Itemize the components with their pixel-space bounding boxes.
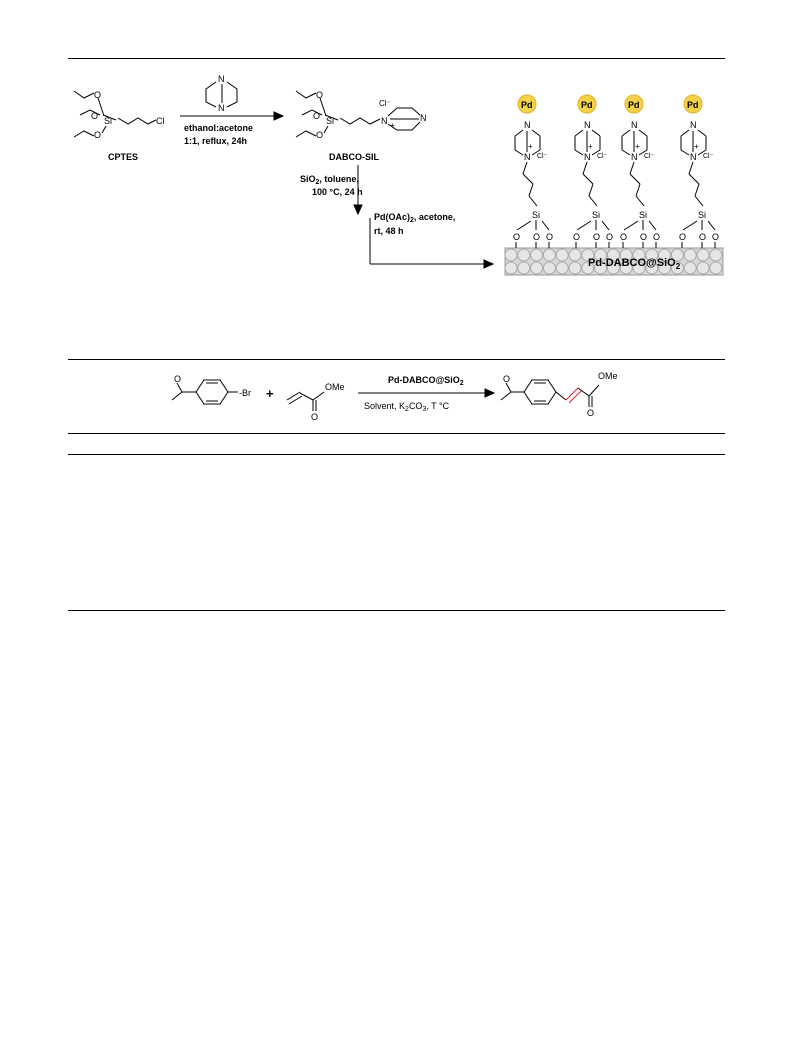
bond — [689, 162, 693, 174]
silica-particle — [684, 249, 696, 261]
bond — [515, 150, 523, 155]
bond — [622, 130, 630, 136]
o-atom: O — [620, 232, 628, 242]
product-ester-o: O — [587, 408, 595, 418]
silica-particle — [531, 249, 543, 261]
arrow-step1 — [180, 112, 283, 146]
dabco-n-top: N — [690, 120, 697, 130]
cptes-si: Si — [104, 116, 113, 126]
bond — [624, 221, 638, 230]
bond — [681, 150, 689, 155]
dabco-n-plus: N — [584, 152, 591, 162]
arrow-heck — [358, 375, 494, 413]
product-ketone-o: O — [503, 374, 511, 384]
counterion: Cl⁻ — [703, 153, 714, 160]
si-atom: Si — [532, 210, 541, 220]
bond — [589, 196, 597, 206]
silica-particle — [697, 262, 709, 274]
silica-particle — [569, 249, 581, 261]
bond — [630, 162, 634, 174]
conditions-label: Solvent, $K_2CO_3$, T °C — [364, 401, 450, 413]
pd-label: Pd — [687, 100, 699, 110]
product-label: Pd-DABCO@SiO$_2$ — [588, 257, 681, 271]
bond — [575, 150, 583, 155]
bond — [683, 221, 697, 230]
counterion: Cl⁻ — [537, 153, 548, 160]
sil-n: N — [420, 113, 427, 123]
dabco-n-top: N — [631, 120, 638, 130]
o-atom: O — [679, 232, 687, 242]
silica-particle — [543, 262, 555, 274]
silica-particle — [569, 262, 581, 274]
bond — [592, 130, 600, 136]
bond — [523, 174, 533, 184]
arrow-step2 — [300, 165, 363, 214]
o-atom: O — [533, 232, 541, 242]
bond — [639, 130, 647, 136]
charge: + — [694, 142, 699, 151]
silica-particle — [543, 249, 555, 261]
bond — [649, 221, 656, 230]
scheme2-diagram — [0, 359, 793, 434]
bond — [636, 184, 640, 196]
step3-conditions-line1: $Pd(OAc)_2$, acetone, — [374, 212, 456, 224]
counterion: Cl⁻ — [597, 153, 608, 160]
bond — [689, 174, 699, 184]
rule-table-header — [68, 454, 725, 455]
bond — [577, 221, 591, 230]
silica-particle — [697, 249, 709, 261]
dabco-n-bottom: N — [218, 103, 225, 113]
dabco-n-plus: N — [524, 152, 531, 162]
acrylate-o: O — [311, 412, 319, 422]
silica-particle — [710, 249, 722, 261]
rule-table-bottom — [68, 610, 725, 611]
bond — [622, 150, 630, 155]
pd-label: Pd — [581, 100, 593, 110]
o-atom: O — [546, 232, 554, 242]
bond — [695, 184, 699, 196]
bond — [517, 221, 531, 230]
bond — [583, 174, 593, 184]
grafted-chains — [513, 95, 719, 248]
o-atom: O — [699, 232, 707, 242]
pd-label: Pd — [628, 100, 640, 110]
silica-particle — [684, 262, 696, 274]
bond — [589, 184, 593, 196]
rule-table-top — [68, 433, 725, 434]
bond — [523, 162, 527, 174]
sil-si: Si — [326, 116, 335, 126]
bond — [630, 174, 640, 184]
o-atom: O — [640, 232, 648, 242]
bond — [681, 130, 689, 136]
cptes-label: CPTES — [108, 152, 139, 162]
bond — [529, 184, 533, 196]
bond — [515, 130, 523, 136]
sil-n-plus: N — [381, 116, 388, 126]
step2-conditions-line1: SiO$_2$, toluene, — [300, 174, 359, 186]
cptes-structure — [74, 90, 165, 162]
charge: + — [588, 142, 593, 151]
bond — [602, 221, 609, 230]
silica-particle — [518, 262, 530, 274]
acrylate-ome: OMe — [325, 382, 345, 392]
si-atom: Si — [592, 210, 601, 220]
dabco-reagent — [206, 74, 237, 113]
o-atom: O — [573, 232, 581, 242]
silica-particle — [518, 249, 530, 261]
scheme1-diagram — [0, 58, 793, 358]
step3-conditions-line2: rt, 48 h — [374, 226, 404, 236]
sil-o1: O — [316, 90, 324, 100]
dabco-sil-label: DABCO-SIL — [329, 152, 379, 162]
bromo-label: -Br — [239, 388, 251, 398]
grafted-unit — [513, 95, 553, 248]
catalyst-label: Pd-DABCO@SiO$_2$ — [388, 375, 464, 387]
dabco-sil-structure — [296, 90, 427, 162]
pd-label: Pd — [521, 100, 533, 110]
cinnamate-product-structure — [501, 371, 618, 418]
sil-o2: O — [313, 111, 321, 121]
dabco-n-top: N — [524, 120, 531, 130]
bond — [636, 196, 644, 206]
methyl-acrylate-structure — [287, 382, 345, 422]
dabco-n-top: N — [218, 74, 225, 84]
cptes-o3: O — [94, 130, 102, 140]
bromoacetophenone-structure — [172, 374, 251, 404]
grafted-unit — [620, 95, 660, 248]
o-atom: O — [513, 232, 521, 242]
bond — [698, 130, 706, 136]
si-atom: Si — [698, 210, 707, 220]
dabco-n-plus: N — [631, 152, 638, 162]
o-atom: O — [653, 232, 661, 242]
bond — [695, 196, 703, 206]
sil-o3: O — [316, 130, 324, 140]
bond — [583, 162, 587, 174]
si-atom: Si — [639, 210, 648, 220]
plus-sign: + — [266, 386, 274, 401]
grafted-unit — [573, 95, 613, 248]
dabco-n-top: N — [584, 120, 591, 130]
silica-particle — [505, 262, 517, 274]
o-atom: O — [606, 232, 614, 242]
sil-charge: + — [390, 121, 395, 130]
silica-particle — [505, 249, 517, 261]
ketone-o: O — [174, 374, 182, 384]
dabco-n-plus: N — [690, 152, 697, 162]
silica-particle — [556, 262, 568, 274]
product-ome: OMe — [598, 371, 618, 381]
charge: + — [528, 142, 533, 151]
step2-conditions-line2: 100 °C, 24 h — [312, 187, 363, 197]
silica-particle — [531, 262, 543, 274]
charge: + — [635, 142, 640, 151]
bond — [532, 130, 540, 136]
cptes-o2: O — [91, 111, 99, 121]
cptes-o1: O — [94, 90, 102, 100]
bond — [575, 130, 583, 136]
o-atom: O — [593, 232, 601, 242]
sil-counterion: Cl⁻ — [379, 99, 391, 108]
grafted-unit — [679, 95, 719, 248]
bond — [708, 221, 715, 230]
counterion: Cl⁻ — [644, 153, 655, 160]
silica-particle — [556, 249, 568, 261]
bond — [542, 221, 549, 230]
silica-particle — [710, 262, 722, 274]
arrow-step3 — [370, 212, 493, 268]
bond — [529, 196, 537, 206]
cptes-cl: Cl — [156, 116, 165, 126]
step1-conditions-line2: 1:1, reflux, 24h — [184, 136, 248, 146]
o-atom: O — [712, 232, 720, 242]
step1-conditions-line1: ethanol:acetone — [184, 123, 254, 133]
